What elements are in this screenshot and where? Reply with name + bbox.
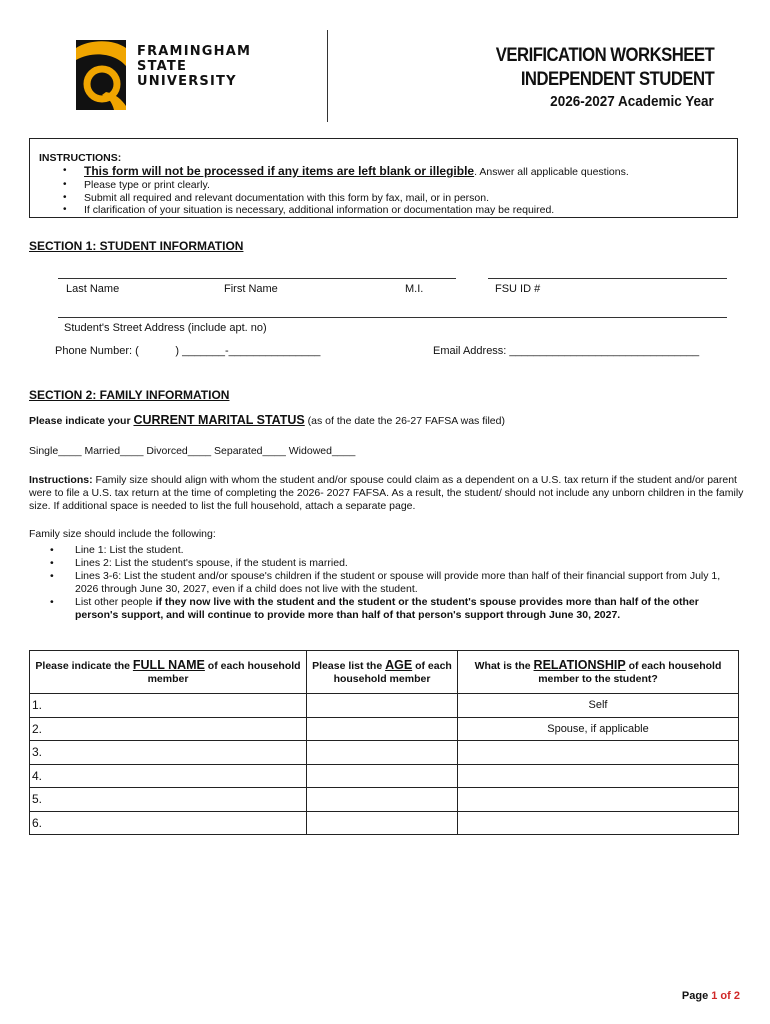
page-prefix: Page <box>681 990 712 1002</box>
fsu-id-line[interactable] <box>488 278 727 279</box>
full-name-column-header: Please indicate the FULL NAME of each household member <box>30 651 307 694</box>
university-logo-mark <box>76 40 126 110</box>
title-line-1: VERIFICATION WORKSHEET <box>495 45 714 66</box>
household-age-cell[interactable] <box>307 811 458 835</box>
bullet4-bold: if they now live with the student and the student or the student's spouse provides more than half of the other person's support, and will continue to provide more than half of that person's support through June 30, 2027. <box>75 596 699 621</box>
table-row <box>30 811 739 835</box>
section2-heading: SECTION 2: FAMILY INFORMATION <box>29 388 230 402</box>
title-line-2: INDEPENDENT STUDENT <box>520 69 714 90</box>
household-relationship-cell[interactable] <box>458 764 739 788</box>
page-total: of 2 <box>717 990 740 1002</box>
age-column-header: Please list the AGE of each household member <box>307 651 458 694</box>
instruction-item <box>63 164 728 179</box>
first-name-label: First Name <box>224 283 278 295</box>
household-relationship-cell[interactable]: Self <box>458 694 739 718</box>
marital-status-options[interactable]: Single____ Married____ Divorced____ Separated____ Widowed____ <box>29 445 356 457</box>
section1-heading: SECTION 1: STUDENT INFORMATION <box>29 239 244 253</box>
household-age-cell[interactable] <box>307 788 458 812</box>
household-name-cell[interactable]: 4. <box>30 764 307 788</box>
list-item <box>50 596 740 622</box>
instruction-item: • Submit all required and relevant documentation with this form by fax, mail, or in person. <box>63 192 728 205</box>
household-name-cell[interactable]: 1. <box>30 694 307 718</box>
instructions-label: Instructions: <box>29 474 93 486</box>
family-size-list <box>50 544 740 622</box>
instructions-text: Family size should align with whom the student and/or spouse could claim as a dependent on a U.S. tax return if the student and/or parent were to file a U.S. tax return at the time of completing the 2026- 2027 FAFSA. As a result, the student/ should not include any unborn children in the family size. If additional space is needed to list the full household, attach a separate page. <box>29 474 744 512</box>
marital-emphasis: CURRENT MARITAL STATUS <box>133 413 305 427</box>
marital-suffix: (as of the date the 26-27 FAFSA was filed) <box>304 415 505 427</box>
logo-line-3: UNIVERSITY <box>137 74 237 89</box>
table-row <box>30 788 739 812</box>
bullet4-normal: List other people <box>75 596 156 608</box>
household-table <box>29 650 739 835</box>
page-number <box>682 990 740 1002</box>
household-age-cell[interactable] <box>307 717 458 741</box>
marital-prefix: Please indicate your <box>29 415 134 427</box>
page-current: 1 <box>711 990 718 1002</box>
list-item: • Line 1: List the student. <box>50 544 740 557</box>
logo-line-1: FRAMINGHAM <box>137 44 252 59</box>
instruction-warning: This form will not be processed if any items are left blank or illegible <box>84 164 475 178</box>
address-line[interactable] <box>58 317 727 318</box>
address-label: Student's Street Address (include apt. no) <box>64 322 267 334</box>
household-relationship-cell[interactable] <box>458 811 739 835</box>
family-size-intro: Family size should include the following: <box>29 528 216 540</box>
table-row <box>30 764 739 788</box>
list-item: • Lines 3-6: List the student and/or spouse's children if the student or spouse will provide more than half of their financial support from July 1, 2026 through June 30, 2027, even if a child does not live with the student. <box>50 570 740 596</box>
name-line[interactable] <box>58 278 456 279</box>
header-divider <box>327 30 328 122</box>
middle-initial-label: M.I. <box>405 283 424 295</box>
family-size-instructions <box>29 474 744 513</box>
table-header-row <box>30 651 739 694</box>
table-row <box>30 741 739 765</box>
academic-year: 2026-2027 Academic Year <box>550 93 714 110</box>
household-age-cell[interactable] <box>307 764 458 788</box>
marital-status-prompt <box>29 414 744 428</box>
instructions-box <box>29 138 738 218</box>
table-row <box>30 717 739 741</box>
instruction-item: • If clarification of your situation is necessary, additional information or documentation may be required. <box>63 204 728 217</box>
email-address-field[interactable]: Email Address: _______________________________ <box>433 345 700 357</box>
household-relationship-cell[interactable]: Spouse, if applicable <box>458 717 739 741</box>
table-row <box>30 694 739 718</box>
household-name-cell[interactable]: 5. <box>30 788 307 812</box>
household-name-cell[interactable]: 6. <box>30 811 307 835</box>
document-title <box>496 44 714 92</box>
household-relationship-cell[interactable] <box>458 788 739 812</box>
household-age-cell[interactable] <box>307 741 458 765</box>
household-age-cell[interactable] <box>307 694 458 718</box>
last-name-label: Last Name <box>66 283 120 295</box>
instructions-heading: INSTRUCTIONS: <box>39 152 122 164</box>
logo-emblem-icon <box>76 40 126 110</box>
logo-line-2: STATE <box>137 59 188 74</box>
instructions-list <box>63 164 728 217</box>
household-relationship-cell[interactable] <box>458 741 739 765</box>
university-logo-text <box>137 44 251 89</box>
instruction-item: • Please type or print clearly. <box>63 179 728 192</box>
household-name-cell[interactable]: 2. <box>30 717 307 741</box>
phone-number-field[interactable]: Phone Number: ( ) _______-_______________ <box>55 345 321 357</box>
instruction-warning-rest: . Answer all applicable questions. <box>474 166 629 178</box>
fsu-id-label: FSU ID # <box>495 283 541 295</box>
list-item: • Lines 2: List the student's spouse, if the student is married. <box>50 557 740 570</box>
relationship-column-header: What is the RELATIONSHIP of each household member to the student? <box>458 651 739 694</box>
household-name-cell[interactable]: 3. <box>30 741 307 765</box>
